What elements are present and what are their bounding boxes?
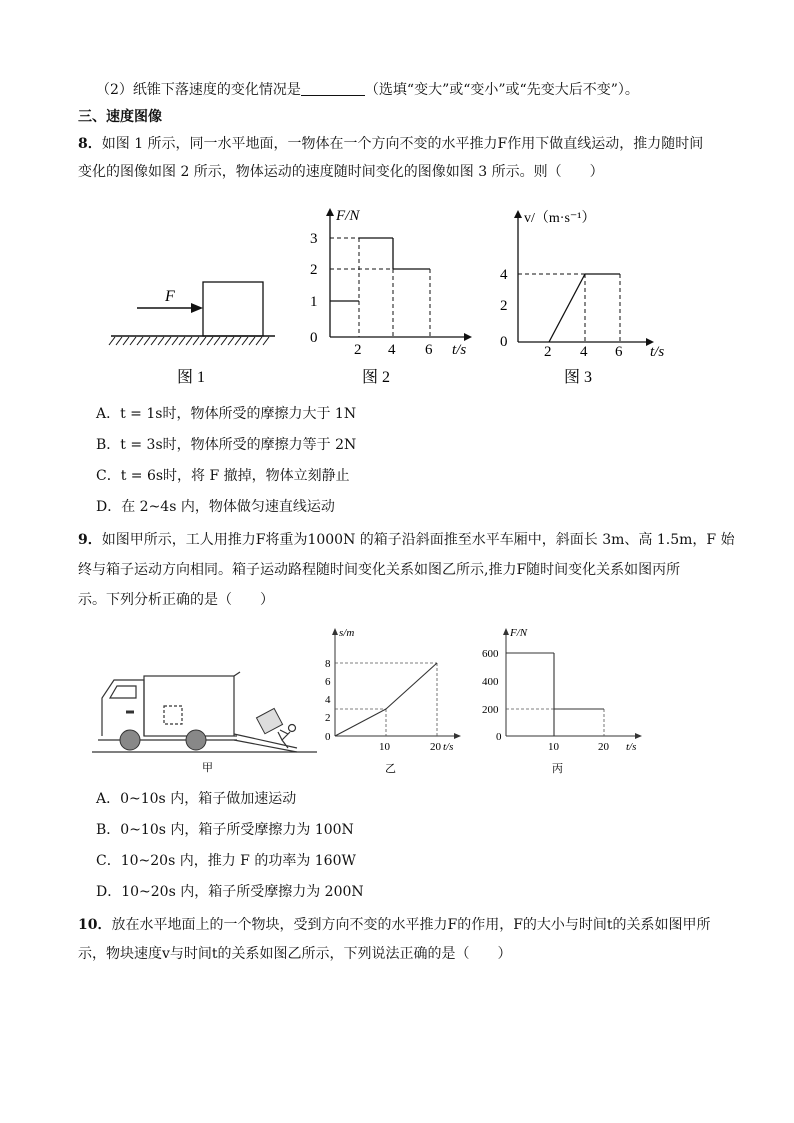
- x-axis-arrow: [464, 333, 472, 341]
- q10-text-2: 示，物块速度v与时间t的关系如图乙所示，下列说法正确的是（ ）: [78, 946, 512, 962]
- sub-question-2: [96, 80, 639, 100]
- x-tick-label: 20: [598, 741, 609, 753]
- box-roof-edge: [234, 672, 240, 676]
- guide-lines: [335, 663, 437, 736]
- y-tick-label: 6: [325, 676, 331, 688]
- q8-text-1: 如图 1 所示，同一水平地面，一物体在一个方向不变的水平推力F作用下做直线运动，推力随时间: [101, 136, 704, 152]
- x-tick-label: 4: [388, 342, 396, 358]
- x-tick-label: 6: [615, 344, 623, 360]
- figure-3-caption: 图 3: [564, 369, 593, 386]
- q8-option-b[interactable]: B．t = 3s时，物体所受的摩擦力等于 2N: [96, 437, 357, 453]
- origin-label: 0: [500, 334, 508, 350]
- pushed-box: [256, 708, 282, 733]
- q8-figure-3: [490, 200, 680, 390]
- hatch-mark: [172, 337, 178, 345]
- y-tick-label: 2: [310, 262, 318, 278]
- y-tick-label: 3: [310, 231, 318, 247]
- y-axis-arrow: [326, 208, 334, 216]
- q9-figure-jia: [92, 668, 322, 776]
- hatch-mark: [137, 337, 143, 345]
- block: [203, 282, 263, 336]
- figure-2-caption: 图 2: [362, 369, 391, 386]
- x-tick-label: 2: [544, 344, 552, 360]
- hatch-mark: [193, 337, 199, 345]
- y-axis-label: s/m: [339, 627, 355, 639]
- x-axis-label: t/s: [650, 344, 665, 360]
- hatch-mark: [179, 337, 185, 345]
- sub-question-2-suffix: （选填“变大”或“变小”或“先变大后不变”）。: [364, 82, 639, 98]
- guide-lines: [330, 238, 430, 337]
- y-tick-label: 400: [482, 676, 499, 688]
- guide-lines: [506, 709, 604, 736]
- cab-window: [110, 686, 136, 698]
- q9-option-b[interactable]: B．0~10s 内，箱子所受摩擦力为 100N: [96, 822, 354, 838]
- y-tick-label: 200: [482, 704, 499, 716]
- y-axis-label: F/N: [510, 627, 528, 639]
- q9-option-a[interactable]: A．0~10s 内，箱子做加速运动: [96, 791, 297, 807]
- x-tick-label: 4: [580, 344, 588, 360]
- q10-number: 10．: [78, 917, 112, 933]
- hatch-mark: [186, 337, 192, 345]
- q8-figure-2: [300, 200, 480, 390]
- force-graph: [506, 653, 604, 736]
- guide-lines: [518, 274, 620, 342]
- q9-text-1: 如图甲所示，工人用推力F将重为1000N 的箱子沿斜面推至水平车厢中，斜面长 3m、高 1.5m，F 始: [101, 532, 735, 548]
- q9-option-c[interactable]: C．10~20s 内，推力 F 的功率为 160W: [96, 853, 356, 869]
- q8-number: 8．: [78, 136, 102, 152]
- segment-0-10s: [335, 709, 386, 736]
- x-axis-label: t/s: [452, 342, 467, 358]
- q8-line1: [78, 134, 703, 154]
- truck: [98, 672, 240, 740]
- q8-option-c[interactable]: C．t = 6s时，将 F 撤掉，物体立刻静止: [96, 468, 350, 484]
- x-tick-label: 20: [430, 741, 441, 753]
- hatch-mark: [116, 337, 122, 345]
- y-axis-arrow: [514, 210, 522, 218]
- cargo-box: [144, 676, 234, 736]
- hatch-mark: [123, 337, 129, 345]
- rear-wheel: [186, 730, 206, 750]
- accelerating-segment: [549, 274, 585, 342]
- y-axis-arrow: [332, 628, 338, 635]
- q8-option-d[interactable]: D．在 2~4s 内，物体做匀速直线运动: [96, 499, 335, 515]
- q9-figure-bing: [478, 622, 648, 780]
- x-tick-label: 6: [425, 342, 433, 358]
- q8-text-2: 变化的图像如图 2 所示，物体运动的速度随时间变化的图像如图 3 所示。则（ ）: [78, 164, 604, 180]
- section-heading: 三、速度图像: [78, 109, 162, 125]
- hatch-mark: [214, 337, 220, 345]
- origin-label: 0: [325, 731, 331, 743]
- q8-figure-1: [105, 270, 285, 390]
- answer-blank[interactable]: [301, 81, 365, 96]
- hatch-mark: [263, 337, 269, 345]
- q9-figure-yi: [315, 622, 465, 780]
- y-tick-label: 4: [500, 267, 508, 283]
- box: [256, 708, 282, 733]
- y-tick-label: 1: [310, 294, 318, 310]
- y-tick-label: 4: [325, 694, 331, 706]
- hatch-mark: [151, 337, 157, 345]
- hatch-mark: [144, 337, 150, 345]
- y-axis-arrow: [503, 628, 509, 635]
- x-axis-label: t/s: [443, 741, 454, 753]
- hatch-mark: [158, 337, 164, 345]
- q9-text-3: 示。下列分析正确的是（ ）: [78, 592, 274, 608]
- ground-hatching: [109, 337, 269, 345]
- hatch-mark: [235, 337, 241, 345]
- force-arrow-head: [191, 303, 203, 313]
- q9-text-2: 终与箱子运动方向相同。箱子运动路程随时间变化关系如图乙所示,推力F随时间变化关系如图丙所: [78, 562, 681, 578]
- truck-cab: [102, 680, 144, 736]
- hatch-mark: [256, 337, 262, 345]
- hatch-mark: [221, 337, 227, 345]
- figure-yi-caption: 乙: [385, 763, 396, 775]
- x-axis-label: t/s: [626, 741, 637, 753]
- hatch-mark: [228, 337, 234, 345]
- y-tick-label: 8: [325, 658, 331, 670]
- hatch-mark: [130, 337, 136, 345]
- x-tick-label: 10: [379, 741, 390, 753]
- hatch-mark: [249, 337, 255, 345]
- worker-head: [289, 725, 296, 732]
- x-tick-label: 2: [354, 342, 362, 358]
- hatch-mark: [200, 337, 206, 345]
- y-tick-label: 2: [325, 712, 331, 724]
- hatch-mark: [242, 337, 248, 345]
- sub-question-2-prefix: （2）纸锥下落速度的变化情况是: [96, 82, 301, 98]
- force-label: F: [165, 288, 175, 305]
- x-axis-arrow: [635, 733, 642, 739]
- q8-option-a[interactable]: A．t = 1s时，物体所受的摩擦力大于 1N: [96, 406, 357, 422]
- q9-line1: [78, 530, 735, 550]
- origin-label: 0: [310, 330, 318, 346]
- x-tick-label: 10: [548, 741, 559, 753]
- dashed-box-in-truck: [164, 706, 182, 724]
- y-tick-label: 2: [500, 298, 508, 314]
- y-tick-label: 600: [482, 648, 499, 660]
- figure-jia-caption: 甲: [202, 762, 213, 774]
- q10-line1: [78, 915, 711, 935]
- hatch-mark: [165, 337, 171, 345]
- segment-10-20s: [386, 663, 437, 709]
- y-axis-label: F/N: [336, 208, 360, 224]
- hatch-mark: [109, 337, 115, 345]
- figure-bing-caption: 丙: [552, 763, 563, 775]
- y-axis-label: v/（m·s⁻¹）: [524, 211, 596, 226]
- origin-label: 0: [496, 731, 502, 743]
- x-axis-arrow: [454, 733, 461, 739]
- front-wheel: [120, 730, 140, 750]
- q10-text-1: 放在水平地面上的一个物块，受到方向不变的水平推力F的作用，F的大小与时间t的关系如图甲所: [111, 917, 711, 933]
- q9-number: 9．: [78, 532, 102, 548]
- q9-option-d[interactable]: D．10~20s 内，箱子所受摩擦力为 200N: [96, 884, 364, 900]
- figure-1-caption: 图 1: [177, 369, 206, 386]
- hatch-mark: [207, 337, 213, 345]
